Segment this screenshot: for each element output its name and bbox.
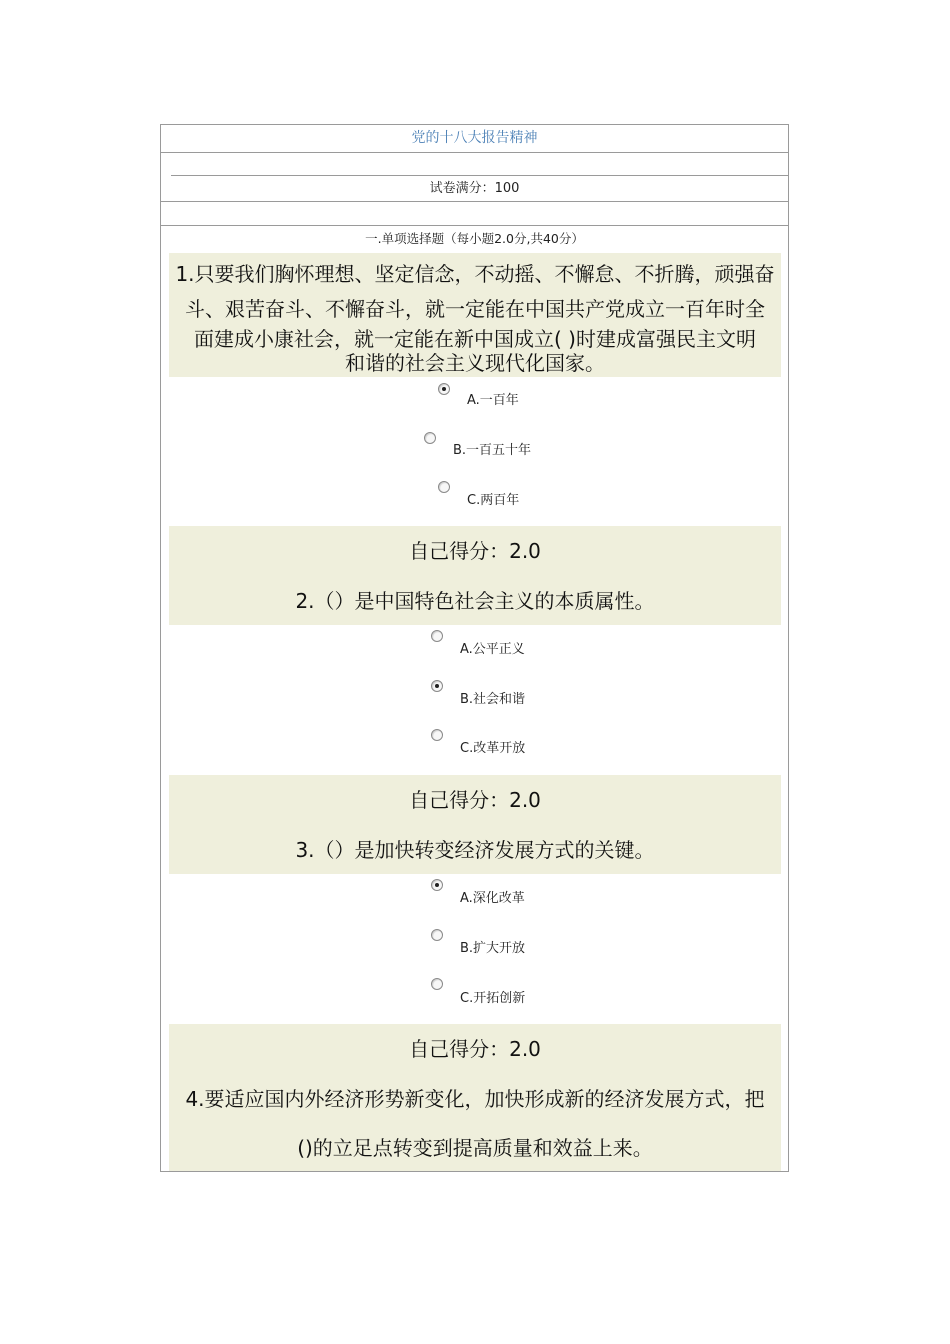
question-line: 斗、艰苦奋斗、不懈奋斗，就一定能在中国共产党成立一百年时全	[185, 297, 765, 321]
question-3-text	[169, 775, 781, 874]
option-row[interactable]	[161, 879, 788, 919]
my-score: 自己得分：2.0	[409, 788, 541, 812]
full-score: 试卷满分：100	[161, 177, 788, 202]
radio-button[interactable]	[431, 729, 443, 741]
divider	[171, 175, 788, 176]
my-score: 自己得分：2.0	[409, 539, 541, 563]
question-2-text	[169, 526, 781, 625]
option-label: A.公平正义	[460, 642, 525, 657]
option-row[interactable]	[161, 729, 788, 769]
radio-button-checked[interactable]	[438, 383, 450, 395]
option-label: B.社会和谐	[460, 692, 526, 707]
option-label: C.两百年	[467, 493, 520, 508]
question-4-text	[169, 1024, 781, 1171]
divider	[161, 225, 788, 226]
question-1-text	[169, 253, 781, 377]
radio-button-checked[interactable]	[431, 879, 443, 891]
my-score: 自己得分：2.0	[409, 1037, 541, 1061]
radio-button-checked[interactable]	[431, 680, 443, 692]
question-line: 3.（）是加快转变经济发展方式的关键。	[295, 838, 655, 862]
option-row[interactable]	[161, 381, 788, 421]
question-line: 4.要适应国内外经济形势新变化，加快形成新的经济发展方式，把	[185, 1087, 765, 1111]
option-row[interactable]	[161, 680, 788, 720]
section-heading: 一.单项选择题（每小题2.0分,共40分）	[365, 231, 584, 246]
radio-button[interactable]	[424, 432, 436, 444]
exam-frame	[160, 124, 789, 1172]
option-label: A.深化改革	[460, 891, 525, 906]
radio-button[interactable]	[431, 929, 443, 941]
option-row[interactable]	[161, 481, 788, 521]
option-row[interactable]	[161, 630, 788, 670]
option-label: C.开拓创新	[460, 991, 526, 1006]
question-line: 1.只要我们胸怀理想、坚定信念，不动摇、不懈怠、不折腾，顽强奋	[175, 262, 775, 286]
option-row[interactable]	[161, 929, 788, 969]
radio-button[interactable]	[431, 978, 443, 990]
option-label: C.改革开放	[460, 741, 526, 756]
question-line: ()的立足点转变到提高质量和效益上来。	[297, 1136, 653, 1160]
question-line: 2.（）是中国特色社会主义的本质属性。	[295, 589, 655, 613]
radio-button[interactable]	[438, 481, 450, 493]
exam-title: 党的十八大报告精神	[161, 125, 788, 153]
radio-button[interactable]	[431, 630, 443, 642]
option-label: B.扩大开放	[460, 941, 526, 956]
option-row[interactable]	[161, 431, 788, 471]
option-label: A.一百年	[467, 393, 519, 408]
question-line: 面建成小康社会，就一定能在新中国成立( )时建成富强民主文明	[194, 327, 756, 351]
option-row[interactable]	[161, 978, 788, 1018]
question-line: 和谐的社会主义现代化国家。	[345, 351, 605, 375]
option-label: B.一百五十年	[453, 443, 532, 458]
